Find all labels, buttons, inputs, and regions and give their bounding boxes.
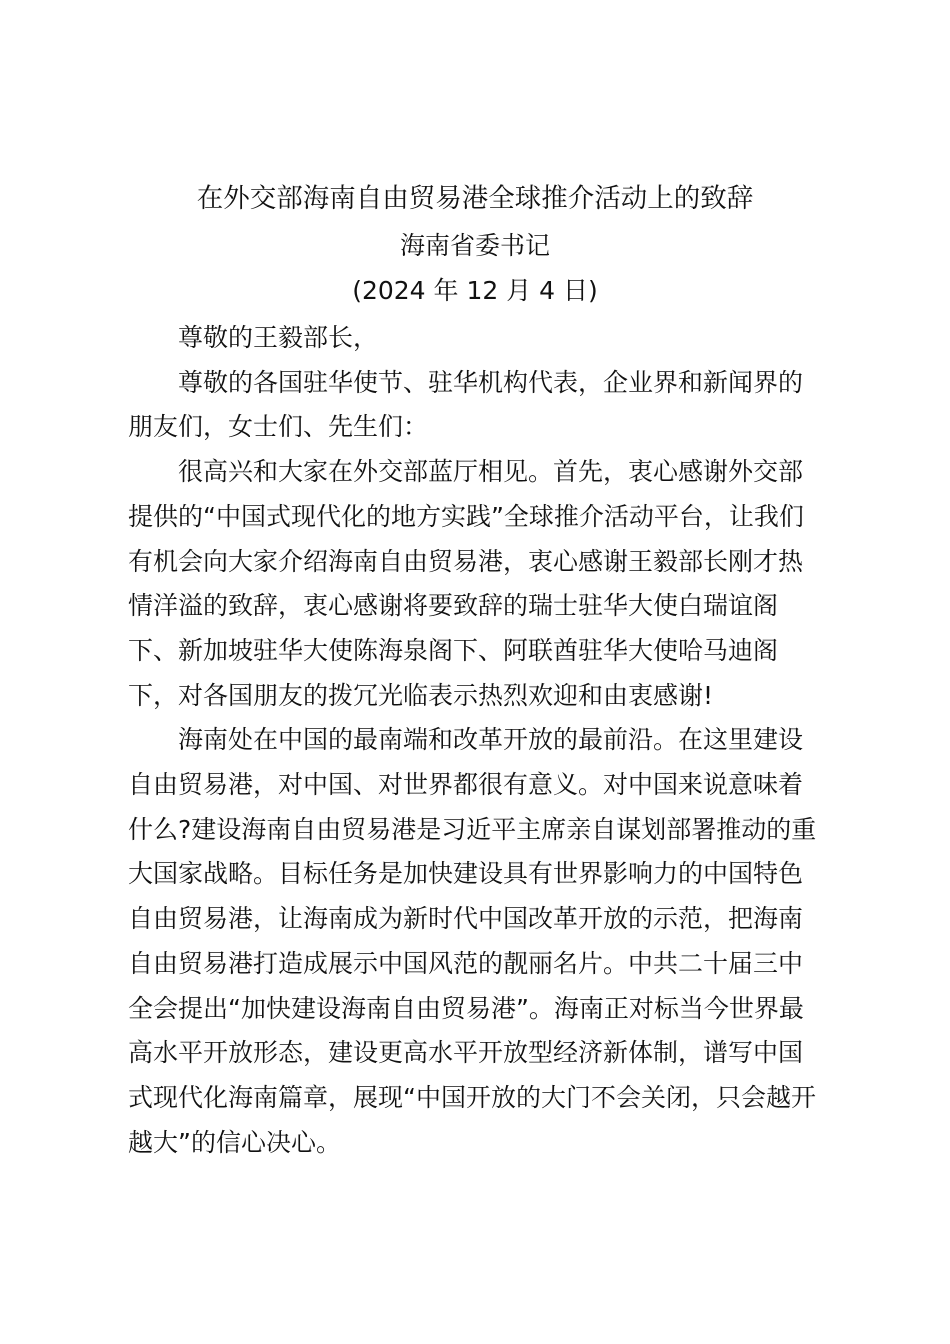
- body-paragraph: 海南处在中国的最南端和改革开放的最前沿。在这里建设 自由贸易港，对中国、对世界都很有意义。对中国来说意味着 什么?建设海南自由贸易港是习近平主席亲自谋划部署推动的重 大国家战略。目标任务是加快建设具有世界影响力的中国特色 自由贸易港，让海南成为新时代中国改革开放的示范，把海南 自由贸易港打造成展示中国风范的靓丽名片。中共二十届三中 全会提出“加快建设海南自由贸易港”。海南正对标当今世界最 高水平开放形态，建设更高水平开放型经济新体制，谱写中国 式现代化海南篇章，展现“中国开放的大门不会关闭，只会越开 越大”的信心决心。: [128, 725, 817, 1157]
- date-line: (2024 年 12 月 4 日): [352, 276, 598, 305]
- salutation-paragraph: 尊敬的王毅部长，: [178, 323, 379, 352]
- author-line: 海南省委书记: [399, 231, 550, 260]
- document-title: 在外交部海南自由贸易港全球推介活动上的致辞: [196, 183, 754, 214]
- salutation-paragraph: 尊敬的各国驻华使节、驻华机构代表，企业界和新闻界的 朋友们，女士们、先生们：: [128, 367, 804, 442]
- speech-body: [128, 316, 828, 1165]
- body-paragraph: 很高兴和大家在外交部蓝厅相见。首先，衷心感谢外交部 提供的“中国式现代化的地方实践”全球推介活动平台，让我们 有机会向大家介绍海南自由贸易港，衷心感谢王毅部长刚才热 情洋溢的致辞，衷心感谢将要致辞的瑞士驻华大使白瑞谊阁 下、新加坡驻华大使陈海泉阁下、阿联酋驻华大使哈马迪阁 下，对各国朋友的拨冗光临表示热烈欢迎和由衷感谢!: [128, 457, 804, 710]
